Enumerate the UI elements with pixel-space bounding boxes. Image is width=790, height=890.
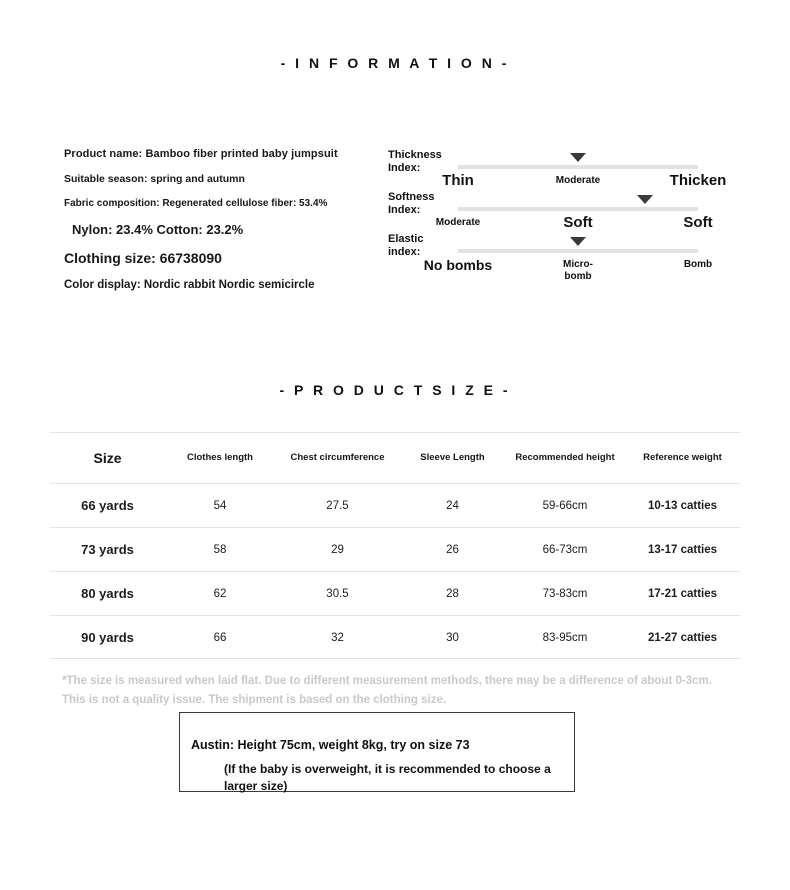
thickness-index-row bbox=[388, 145, 727, 189]
row2-sleeve: 28 bbox=[446, 587, 459, 600]
elastic-tick-2: Bomb bbox=[683, 259, 713, 270]
elastic-tick-0: No bombs bbox=[423, 257, 493, 273]
info-suitable-season: Suitable season: spring and autumn bbox=[64, 173, 245, 185]
row2-clothes-length: 62 bbox=[213, 587, 227, 600]
elastic-index-marker-icon bbox=[570, 237, 586, 246]
row2-chest: 30.5 bbox=[326, 587, 349, 600]
row1-sleeve: 26 bbox=[446, 543, 459, 556]
index-meters bbox=[388, 145, 727, 282]
row3-sleeve: 30 bbox=[446, 631, 459, 644]
thickness-tick-1: Moderate bbox=[555, 175, 601, 186]
info-nylon-cotton: Nylon: 23.4% Cotton: 23.2% bbox=[72, 222, 244, 237]
header-size: Size bbox=[93, 450, 122, 466]
size-table-header-row bbox=[50, 433, 740, 484]
product-size-section-title: - P R O D U C T S I Z E - bbox=[279, 382, 511, 398]
row0-size: 66 yards bbox=[81, 498, 134, 513]
row0-weight: 10-13 catties bbox=[647, 499, 718, 512]
softness-index-marker-icon bbox=[637, 195, 653, 204]
thickness-tick-2: Thicken bbox=[669, 172, 727, 189]
row0-height: 59-66cm bbox=[542, 499, 588, 512]
row2-height: 73-83cm bbox=[542, 587, 588, 600]
size-table bbox=[50, 432, 740, 659]
row3-size: 90 yards bbox=[81, 630, 134, 645]
table-bottom-divider bbox=[50, 658, 740, 659]
measurement-note: *The size is measured when laid flat. Due to different measurement methods, there may be a difference of about 0-3cm. This is not a quality issue. The shipment is based on the clothing size. bbox=[62, 675, 712, 706]
row0-clothes-length: 54 bbox=[213, 499, 227, 512]
row1-chest: 29 bbox=[331, 543, 344, 556]
size-table-body bbox=[50, 484, 740, 660]
information-section-title: - I N F O R M A T I O N - bbox=[280, 55, 510, 71]
info-product-name: Product name: Bamboo fiber printed baby jumpsuit bbox=[64, 148, 338, 160]
table-row bbox=[50, 528, 740, 572]
row3-clothes-length: 66 bbox=[213, 631, 227, 644]
product-information-list bbox=[64, 148, 384, 304]
thickness-index-marker-icon bbox=[570, 153, 586, 162]
softness-index-bar bbox=[458, 207, 698, 211]
softness-index-label: Softness Index: bbox=[388, 191, 435, 216]
row3-chest: 32 bbox=[331, 631, 344, 644]
elastic-index-bar bbox=[458, 249, 698, 253]
thickness-index-bar bbox=[458, 165, 698, 169]
elastic-tick-1: Micro- bomb bbox=[563, 259, 593, 282]
size-table-head bbox=[50, 433, 740, 484]
elastic-index-row bbox=[388, 229, 718, 282]
header-reference-weight: Reference weight bbox=[643, 452, 722, 463]
header-chest-circumference: Chest circumference bbox=[290, 452, 385, 463]
softness-tick-1: Soft bbox=[563, 214, 593, 231]
row1-clothes-length: 58 bbox=[213, 543, 227, 556]
row0-chest: 27.5 bbox=[326, 499, 349, 512]
model-reference-line1: Austin: Height 75cm, weight 8kg, try on size 73 bbox=[191, 738, 470, 752]
info-color-display: Color display: Nordic rabbit Nordic semicircle bbox=[64, 279, 315, 291]
row2-size: 80 yards bbox=[81, 586, 134, 601]
model-reference-box bbox=[179, 712, 575, 792]
info-clothing-size: Clothing size: 66738090 bbox=[64, 250, 222, 266]
info-fabric-composition: Fabric composition: Regenerated cellulose fiber: 53.4% bbox=[64, 198, 328, 209]
row3-weight: 21-27 catties bbox=[647, 631, 718, 644]
softness-tick-2: Soft bbox=[683, 214, 713, 231]
elastic-index-label: Elastic index: bbox=[388, 233, 424, 258]
model-reference-line2: (If the baby is overweight, it is recommended to choose a larger size) bbox=[224, 762, 551, 793]
row2-weight: 17-21 catties bbox=[647, 587, 718, 600]
row3-height: 83-95cm bbox=[542, 631, 588, 644]
table-row bbox=[50, 572, 740, 616]
row1-height: 66-73cm bbox=[542, 543, 588, 556]
softness-index-row bbox=[388, 187, 718, 229]
header-recommended-height: Recommended height bbox=[515, 452, 615, 463]
row1-weight: 13-17 catties bbox=[647, 543, 718, 556]
softness-tick-0: Moderate bbox=[435, 217, 481, 228]
header-clothes-length: Clothes length bbox=[187, 452, 253, 463]
thickness-tick-0: Thin bbox=[442, 172, 474, 189]
thickness-index-label: Thickness Index: bbox=[388, 149, 442, 174]
table-row bbox=[50, 616, 740, 660]
row1-size: 73 yards bbox=[81, 542, 134, 557]
table-row bbox=[50, 484, 740, 528]
header-sleeve-length: Sleeve Length bbox=[420, 452, 485, 463]
row0-sleeve: 24 bbox=[446, 499, 459, 512]
